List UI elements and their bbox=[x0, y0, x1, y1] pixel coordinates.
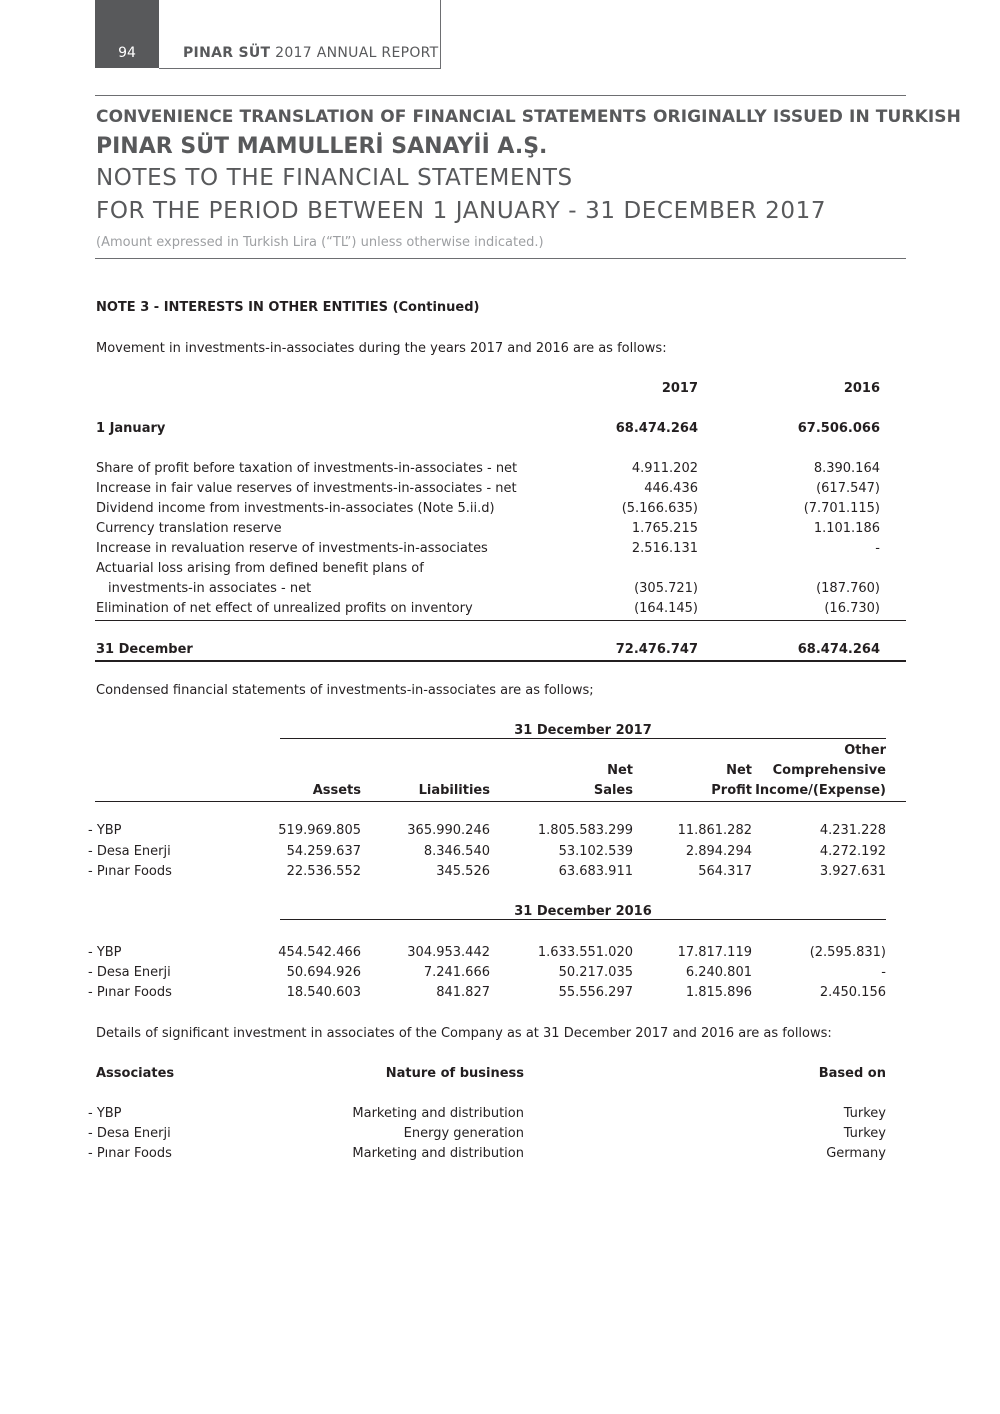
period-title: FOR THE PERIOD BETWEEN 1 JANUARY - 31 DECEMBER 2017 bbox=[96, 198, 827, 224]
nature-value: Energy generation bbox=[403, 1126, 524, 1141]
title-bottom-rule bbox=[95, 258, 906, 259]
report-title-brand: PINAR SÜT bbox=[183, 45, 271, 61]
net-sales-value: 1.805.583.299 bbox=[537, 823, 633, 838]
opening-2016: 67.506.066 bbox=[797, 421, 880, 436]
assets-value: 50.694.926 bbox=[286, 965, 361, 980]
assets-value: 54.259.637 bbox=[286, 844, 361, 859]
movement-row-label: Increase in revaluation reserve of investments-in-associates bbox=[96, 541, 488, 556]
associate-name: - Desa Enerji bbox=[88, 965, 171, 980]
movement-intro: Movement in investments-in-associates during the years 2017 and 2016 are as follows: bbox=[96, 341, 667, 356]
assets-value: 519.969.805 bbox=[278, 823, 361, 838]
details-intro: Details of significant investment in associates of the Company as at 31 December 2017 and 2016 are as follows: bbox=[96, 1026, 832, 1041]
associate-name: - Desa Enerji bbox=[88, 844, 171, 859]
header-associates: Associates bbox=[96, 1066, 175, 1081]
movement-row-2017: 446.436 bbox=[644, 481, 698, 496]
movement-row-2016: (16.730) bbox=[824, 601, 880, 616]
condensed-header-rule bbox=[95, 801, 906, 802]
based-on-value: Germany bbox=[826, 1146, 886, 1161]
movement-row-label: Share of profit before taxation of investments-in-associates - net bbox=[96, 461, 518, 476]
associate-name: - Pınar Foods bbox=[88, 864, 172, 879]
oci-value: - bbox=[881, 965, 886, 980]
movement-row-2017: 2.516.131 bbox=[631, 541, 698, 556]
movement-row-2017: (305.721) bbox=[634, 581, 698, 596]
movement-row-2016: (7.701.115) bbox=[803, 501, 880, 516]
header-net-profit-line1: Net bbox=[726, 763, 752, 778]
oci-value: 4.272.192 bbox=[819, 844, 886, 859]
header-oci-line3: Income/(Expense) bbox=[755, 783, 886, 798]
closing-2017: 72.476.747 bbox=[615, 642, 698, 657]
assets-value: 454.542.466 bbox=[278, 945, 361, 960]
net-profit-value: 11.861.282 bbox=[677, 823, 752, 838]
company-name: PINAR SÜT MAMULLERİ SANAYİİ A.Ş. bbox=[96, 134, 548, 159]
currency-note: (Amount expressed in Turkish Lira (“TL”) unless otherwise indicated.) bbox=[96, 235, 544, 250]
report-title bbox=[183, 45, 439, 61]
net-profit-value: 6.240.801 bbox=[685, 965, 752, 980]
movement-row-label: Increase in fair value reserves of investments-in-associates - net bbox=[96, 481, 517, 496]
assets-value: 22.536.552 bbox=[286, 864, 361, 879]
movement-row-label: Dividend income from investments-in-associates (Note 5.ii.d) bbox=[96, 501, 495, 516]
associate-name: - YBP bbox=[88, 823, 122, 838]
liabilities-value: 345.526 bbox=[436, 864, 490, 879]
net-sales-value: 63.683.911 bbox=[558, 864, 633, 879]
associate-name: - YBP bbox=[88, 1106, 122, 1121]
oci-value: (2.595.831) bbox=[809, 945, 886, 960]
oci-value: 2.450.156 bbox=[819, 985, 886, 1000]
header-liabilities: Liabilities bbox=[418, 783, 490, 798]
associate-name: - Pınar Foods bbox=[88, 985, 172, 1000]
movement-row-2017: (164.145) bbox=[634, 601, 698, 616]
column-header-2016: 2016 bbox=[843, 381, 880, 396]
period-rule-2016 bbox=[280, 919, 886, 920]
movement-row-label: Currency translation reserve bbox=[96, 521, 282, 536]
movement-row-label: Actuarial loss arising from defined benefit plans of bbox=[96, 561, 424, 576]
subtotal-rule bbox=[95, 620, 906, 621]
header-net-profit-line2: Profit bbox=[711, 783, 752, 798]
oci-value: 3.927.631 bbox=[819, 864, 886, 879]
movement-row-2016: 1.101.186 bbox=[813, 521, 880, 536]
report-title-text: 2017 ANNUAL REPORT bbox=[270, 45, 439, 61]
header-based-on: Based on bbox=[818, 1066, 886, 1081]
closing-2016: 68.474.264 bbox=[797, 642, 880, 657]
movement-row-2016: 8.390.164 bbox=[813, 461, 880, 476]
closing-label: 31 December bbox=[96, 642, 193, 657]
movement-row-2016: (187.760) bbox=[816, 581, 880, 596]
opening-label: 1 January bbox=[96, 421, 166, 436]
header-nature: Nature of business bbox=[385, 1066, 524, 1081]
nature-value: Marketing and distribution bbox=[352, 1146, 524, 1161]
header-net-sales-line2: Sales bbox=[593, 783, 633, 798]
movement-row-label: Elimination of net effect of unrealized profits on inventory bbox=[96, 601, 473, 616]
header-net-sales-line1: Net bbox=[607, 763, 633, 778]
title-top-rule bbox=[95, 95, 906, 96]
header-oci-line1: Other bbox=[844, 743, 886, 758]
liabilities-value: 304.953.442 bbox=[407, 945, 490, 960]
net-sales-value: 1.633.551.020 bbox=[537, 945, 633, 960]
liabilities-value: 7.241.666 bbox=[423, 965, 490, 980]
column-header-2017: 2017 bbox=[661, 381, 698, 396]
movement-row-2016: - bbox=[875, 541, 880, 556]
header-assets: Assets bbox=[312, 783, 361, 798]
assets-value: 18.540.603 bbox=[286, 985, 361, 1000]
oci-value: 4.231.228 bbox=[819, 823, 886, 838]
movement-row-2016: (617.547) bbox=[816, 481, 880, 496]
total-rule bbox=[95, 660, 906, 662]
movement-row-2017: 1.765.215 bbox=[631, 521, 698, 536]
associate-name: - Desa Enerji bbox=[88, 1126, 171, 1141]
net-profit-value: 2.894.294 bbox=[685, 844, 752, 859]
period-heading-2017: 31 December 2017 bbox=[514, 723, 652, 738]
associate-name: - YBP bbox=[88, 945, 122, 960]
movement-row-label: investments-in associates - net bbox=[108, 581, 312, 596]
net-sales-value: 50.217.035 bbox=[558, 965, 633, 980]
movement-row-2017: (5.166.635) bbox=[621, 501, 698, 516]
liabilities-value: 365.990.246 bbox=[407, 823, 490, 838]
net-sales-value: 53.102.539 bbox=[558, 844, 633, 859]
based-on-value: Turkey bbox=[843, 1126, 886, 1141]
translation-notice: CONVENIENCE TRANSLATION OF FINANCIAL STATEMENTS ORIGINALLY ISSUED IN TURKISH bbox=[96, 107, 961, 127]
page-number: 94 bbox=[118, 45, 136, 61]
movement-row-2017: 4.911.202 bbox=[631, 461, 698, 476]
net-profit-value: 17.817.119 bbox=[677, 945, 752, 960]
header-oci-line2: Comprehensive bbox=[772, 763, 886, 778]
net-sales-value: 55.556.297 bbox=[558, 985, 633, 1000]
period-rule-2017 bbox=[280, 738, 886, 739]
associate-name: - Pınar Foods bbox=[88, 1146, 172, 1161]
based-on-value: Turkey bbox=[843, 1106, 886, 1121]
condensed-intro: Condensed financial statements of investments-in-associates are as follows; bbox=[96, 683, 594, 698]
nature-value: Marketing and distribution bbox=[352, 1106, 524, 1121]
opening-2017: 68.474.264 bbox=[615, 421, 698, 436]
note-heading: NOTE 3 - INTERESTS IN OTHER ENTITIES (Continued) bbox=[96, 300, 480, 315]
liabilities-value: 841.827 bbox=[436, 985, 490, 1000]
net-profit-value: 1.815.896 bbox=[685, 985, 752, 1000]
net-profit-value: 564.317 bbox=[698, 864, 752, 879]
document-title: NOTES TO THE FINANCIAL STATEMENTS bbox=[96, 165, 573, 191]
liabilities-value: 8.346.540 bbox=[423, 844, 490, 859]
period-heading-2016: 31 December 2016 bbox=[514, 904, 652, 919]
